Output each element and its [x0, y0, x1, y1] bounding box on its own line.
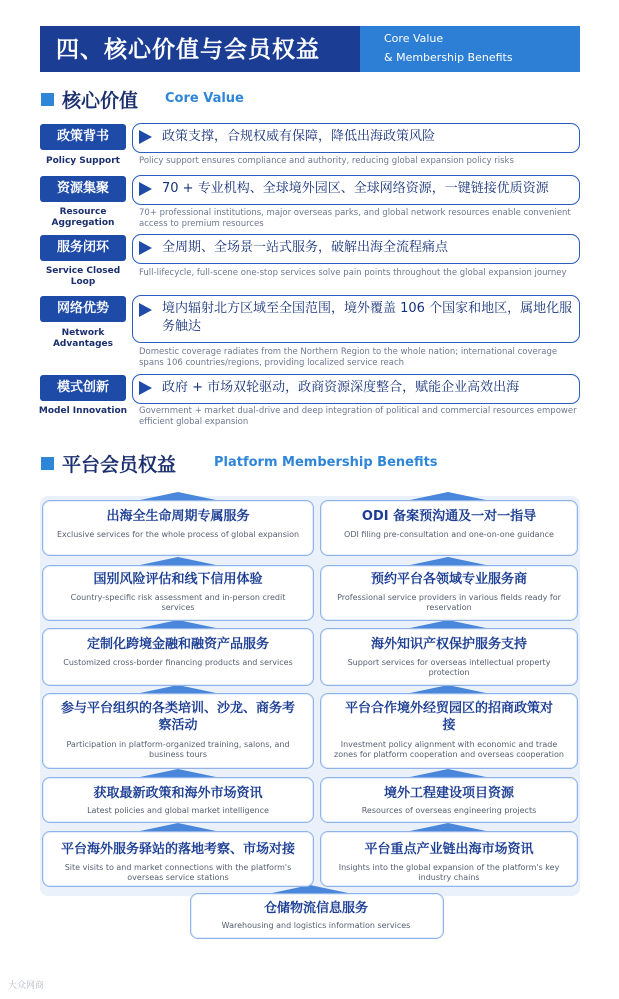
benefit-card-desc: Latest policies and global market intelligence [87, 806, 269, 815]
benefit-card-title: 出海全生命周期专属服务 [106, 509, 250, 524]
benefit-card-desc: Professional service providers in various fields ready for reservation [337, 593, 561, 612]
connector-arrow-icon [410, 685, 486, 693]
core-tag-service-en: Service Closed Loop [45, 266, 121, 287]
benefit-card-desc: Insights into the global expansion of the platform's key industry chains [338, 863, 560, 882]
core-tag-resource: 资源集聚 [40, 176, 126, 202]
benefit-card-title: 获取最新政策和海外市场资讯 [93, 786, 263, 801]
connector-arrow-icon [140, 492, 216, 500]
benefit-card-desc: Customized cross-border financing products and services [63, 658, 293, 667]
benefit-card-title: 国别风险评估和线下信用体验 [93, 572, 263, 587]
core-section-subtitle: Core Value [165, 91, 244, 106]
arrow-right-icon [139, 241, 152, 255]
section-marker-icon [41, 93, 54, 106]
core-tag-model-en: Model Innovation [38, 406, 128, 416]
core-row-text-en: Domestic coverage radiates from the Northern Region to the whole nation; international coverage spans 106 countries/regions, providing localized service reach [139, 347, 558, 368]
core-tag-model: 模式创新 [40, 375, 126, 401]
page-subtitle-line2: & Membership Benefits [384, 51, 513, 64]
arrow-right-icon [139, 182, 152, 196]
benefits-section-subtitle: Platform Membership Benefits [214, 455, 438, 470]
core-row-text-en: Policy support ensures compliance and authority, reducing global expansion policy risks [139, 156, 514, 166]
benefit-card-desc: Investment policy alignment with economic and trade zones for platform cooperation and overseas cooperation [334, 740, 564, 759]
arrow-right-icon [139, 303, 152, 317]
benefit-card-title: 平台海外服务驿站的落地考察、市场对接 [60, 842, 295, 857]
page-title: 四、核心价值与会员权益 [56, 37, 320, 63]
benefit-card-title: 海外知识产权保护服务支持 [370, 637, 527, 652]
core-row-text: 境内辐射北方区域至全国范围，境外覆盖 106 个国家和地区，属地化服务触达 [162, 301, 573, 334]
connector-arrow-icon [140, 823, 216, 831]
core-row-text-en: 70+ professional institutions, major overseas parks, and global network resources enable convenient access to premium resources [139, 208, 571, 229]
connector-arrow-icon [140, 769, 216, 777]
benefit-card-title: 定制化跨境金融和融资产品服务 [86, 637, 269, 652]
connector-arrow-icon [140, 685, 216, 693]
core-row-text: 全周期、全场景一站式服务，破解出海全流程痛点 [162, 240, 449, 255]
benefit-card-title: 平台重点产业链出海市场资讯 [364, 842, 534, 857]
benefit-card-desc: Support services for overseas intellectual property protection [347, 658, 551, 677]
benefit-card-desc: ODI filing pre-consultation and one-on-one guidance [344, 530, 554, 539]
core-tag-policy: 政策背书 [40, 124, 126, 150]
core-row-text: 政府 + 市场双轮驱动，政商资源深度整合，赋能企业高效出海 [162, 380, 520, 395]
benefit-card-desc: Resources of overseas engineering projects [361, 806, 537, 815]
core-row-text-en: Full-lifecycle, full-scene one-stop services solve pain points throughout the global expansion journey [139, 268, 567, 278]
connector-arrow-icon [410, 769, 486, 777]
connector-arrow-icon [410, 620, 486, 628]
benefit-card-title: 平台合作境外经贸园区的招商政策对接 [344, 701, 553, 733]
arrow-right-icon [139, 130, 152, 144]
connector-arrow-icon [410, 823, 486, 831]
benefit-card-desc: Warehousing and logistics information services [221, 921, 411, 930]
core-section-title: 核心价值 [62, 90, 139, 112]
benefit-card-title: 境外工程建设项目资源 [383, 786, 514, 801]
core-tag-network-en: Network Advantages [52, 328, 114, 349]
benefit-card-title: 仓储物流信息服务 [263, 901, 368, 916]
core-row-text: 政策支撑，合规权威有保障，降低出海政策风险 [162, 129, 436, 144]
connector-arrow-icon [140, 557, 216, 565]
core-tag-service: 服务闭环 [40, 235, 126, 261]
benefit-card-desc: Exclusive services for the whole process of global expansion [56, 530, 300, 539]
page-subtitle-line1: Core Value [384, 32, 444, 45]
core-tag-network: 网络优势 [40, 296, 126, 322]
core-tag-resource-en: Resource Aggregation [51, 207, 115, 228]
benefit-card-desc: Country-specific risk assessment and in-person credit services [70, 593, 286, 612]
benefit-card-desc: Participation in platform-organized training, salons, and business tours [66, 740, 290, 759]
connector-arrow-icon [410, 557, 486, 565]
connector-arrow-icon [410, 492, 486, 500]
core-tag-policy-en: Policy Support [46, 156, 120, 166]
benefits-section-title: 平台会员权益 [62, 454, 177, 476]
watermark: 大众网商 [8, 981, 45, 991]
benefit-card-title: ODI 备案预沟通及一对一指导 [361, 509, 537, 524]
benefit-card-desc: Site visits to and market connections with the platform's overseas service stations [64, 863, 292, 882]
connector-arrow-icon [140, 620, 216, 628]
core-row-text-en: Government + market dual-drive and deep integration of political and commercial resources empower efficient global expansion [139, 406, 577, 427]
benefit-card-title: 预约平台各领域专业服务商 [370, 572, 527, 587]
arrow-right-icon [139, 381, 152, 395]
benefit-card-title: 参与平台组织的各类培训、沙龙、商务考察活动 [60, 701, 295, 733]
section-marker-icon [41, 457, 54, 470]
core-row-text: 70 + 专业机构、全球境外园区、全球网络资源，一键链接优质资源 [162, 181, 549, 196]
